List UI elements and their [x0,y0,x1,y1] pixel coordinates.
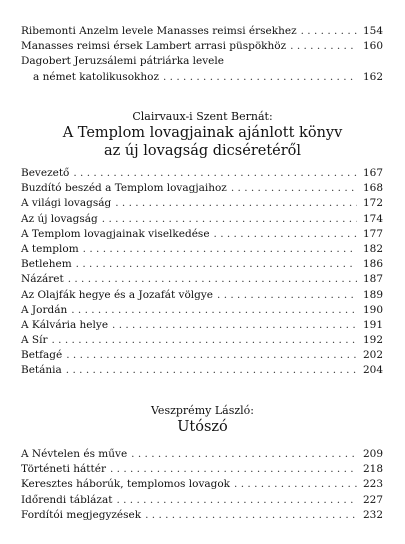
toc-entry [21,257,383,272]
toc-entry-page: 172 [362,197,383,210]
toc-entry-title: Az Olajfák hegye és a Jozafát völgye [21,288,214,301]
toc-entry [21,493,383,508]
toc-entry-page: 154 [362,25,383,37]
toc-entry [21,272,383,287]
section-author: Clairvaux-i Szent Bernát: [132,110,273,123]
leader-dots [66,348,357,363]
toc-entry-title: A világi lovagság [21,197,112,210]
leader-dots [214,227,357,242]
toc-entry-page: 168 [362,182,383,195]
toc-section-entries [21,447,383,523]
leader-dots [52,333,358,348]
toc-entry-page: 167 [362,167,383,179]
toc-entry-title: A templom [21,242,79,255]
toc-entry-title: Az új lovagság [21,212,98,225]
leader-dots [71,303,357,318]
leader-dots [102,212,357,227]
leader-dots [83,242,357,257]
toc-entry-title: Názáret [21,273,64,286]
toc-entry [21,288,383,303]
leader-dots [234,477,357,492]
toc-entry [21,39,383,54]
toc-entry-title-line2: a német katolikusokhoz [33,70,159,83]
toc-entry-page: 187 [362,273,383,286]
toc-entry-title: A Jordán [21,303,68,316]
toc-entry [21,227,383,242]
toc-entry-title: Buzdító beszéd a Templom lovagjaihoz [21,182,227,195]
leader-dots [110,462,357,477]
section-heading [0,404,405,436]
toc-entry-page: 174 [362,212,383,225]
leader-dots [163,70,357,85]
toc-section-entries [21,166,383,379]
toc-entry-title: Történeti háttér [21,463,106,476]
toc-entry-title: Betfagé [21,349,63,362]
toc-entry-page: 189 [362,288,383,301]
toc-entry-title: A Templom lovagjainak viselkedése [21,227,210,240]
toc-entry [21,477,383,492]
toc-top-entries [21,24,383,85]
leader-dots [66,363,357,378]
toc-entry [21,212,383,227]
toc-entry-title: A Névtelen és műve [21,448,128,460]
toc-entry-page: 190 [362,303,383,316]
toc-entry [21,303,383,318]
toc-entry-page: 209 [362,448,383,460]
leader-dots [68,272,357,287]
leader-dots [301,24,357,39]
leader-dots [115,196,357,211]
toc-entry-title: A Kálvária helye [21,318,109,331]
section-author: Veszprémy László: [151,404,254,417]
toc-entry [21,318,383,333]
toc-entry-title: Fordítói megjegyzések [21,508,142,521]
toc-entry-title: Bevezető [21,167,70,179]
section-heading [0,110,405,160]
section-title-line2: az új lovagság dicséretéről [103,143,302,159]
toc-entry-page: 227 [362,493,383,506]
toc-entry-page: 204 [362,364,383,377]
leader-dots [217,288,357,303]
leader-dots [73,166,357,181]
toc-entry [21,181,383,196]
leader-dots [290,39,357,54]
toc-entry [21,70,383,85]
leader-dots [145,508,357,523]
toc-entry [21,333,383,348]
leader-dots [76,257,357,272]
toc-entry [21,242,383,257]
toc-entry-page: 162 [362,70,383,83]
toc-entry [21,462,383,477]
toc-entry [21,196,383,211]
toc-entry-page: 160 [362,40,383,53]
toc-entry-page: 223 [362,478,383,491]
toc-entry-title: Ribemonti Anzelm levele Manasses reimsi érsekhez [21,25,297,37]
toc-entry-title: A Sír [21,334,48,347]
toc-entry-title: Manasses reimsi érsek Lambert arrasi püspökhöz [21,40,287,53]
leader-dots [116,493,357,508]
toc-entry-page: 192 [362,334,383,347]
toc-entry [21,24,383,39]
toc-entry [21,363,383,378]
toc-entry [21,348,383,363]
toc-entry [21,447,383,462]
toc-entry-page: 177 [362,227,383,240]
toc-entry [21,166,383,181]
toc-entry [21,508,383,523]
toc-entry-title: Időrendi táblázat [21,493,113,506]
toc-entry-page: 186 [362,258,383,271]
toc-entry-page: 218 [362,463,383,476]
section-title-line1: A Templom lovagjainak ajánlott könyv [62,125,343,141]
toc-entry-title: Betánia [21,364,62,377]
leader-dots [112,318,357,333]
leader-dots [231,181,357,196]
toc-entry-title: Betlehem [21,258,72,271]
leader-dots [131,447,357,462]
toc-entry-page: 191 [362,318,383,331]
toc-entry-title-line1: Dagobert Jeruzsálemi pátriárka levele [21,55,224,68]
toc-entry-page: 182 [362,242,383,255]
toc-entry-page: 232 [362,508,383,521]
toc-entry-page: 202 [362,349,383,362]
section-title: Utószó [177,419,228,435]
toc-entry-title: Keresztes háborúk, templomos lovagok [21,478,231,491]
